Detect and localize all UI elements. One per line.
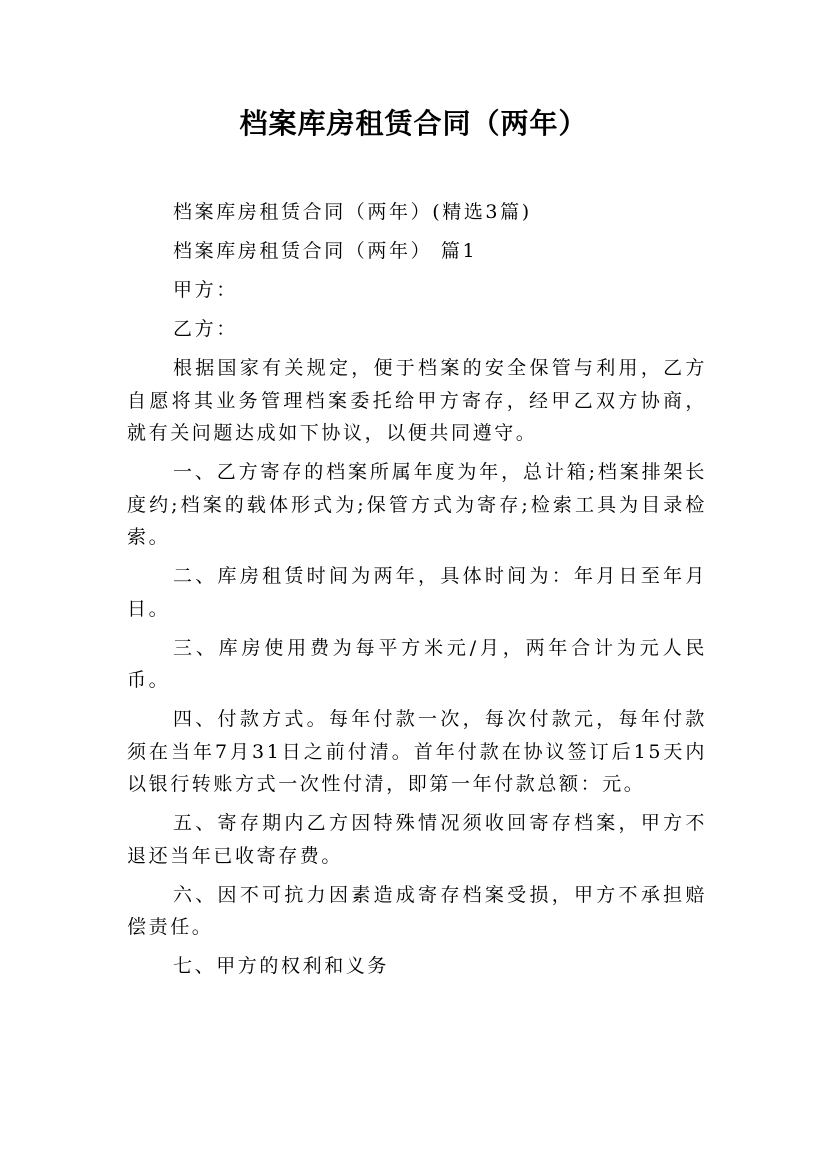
document-body — [127, 196, 707, 983]
section-heading: 档案库房租赁合同（两年） 篇1 — [173, 240, 478, 262]
clause-3: 三、库房使用费为每平方米元/月，两年合计为元人民币。 — [127, 636, 707, 691]
clause-1: 一、乙方寄存的档案所属年度为年，总计箱;档案排架长度约;档案的载体形式为;保管方式为寄存;检索工具为目录检索。 — [127, 461, 707, 548]
clause-7: 七、甲方的权利和义务 — [173, 955, 390, 977]
subtitle-selected: 档案库房租赁合同（两年）(精选3篇) — [173, 201, 532, 223]
clause-4: 四、付款方式。每年付款一次，每次付款元，每年付款须在当年7月31日之前付清。首年付款在协议签订后15天内以银行转账方式一次性付清，即第一年付款总额：元。 — [127, 708, 707, 795]
party-b-line: 乙方： — [173, 318, 238, 340]
party-a-line: 甲方： — [173, 279, 238, 301]
clause-5: 五、寄存期内乙方因特殊情况须收回寄存档案，甲方不退还当年已收寄存费。 — [127, 812, 707, 867]
document-title: 档案库房租赁合同（两年） — [239, 107, 588, 140]
clause-6: 六、因不可抗力因素造成寄存档案受损，甲方不承担赔偿责任。 — [127, 883, 707, 938]
preamble-paragraph: 根据国家有关规定，便于档案的安全保管与利用，乙方自愿将其业务管理档案委托给甲方寄存，经甲乙双方协商，就有关问题达成如下协议，以便共同遵守。 — [127, 357, 707, 444]
clause-2: 二、库房租赁时间为两年，具体时间为：年月日至年月日。 — [127, 565, 707, 620]
